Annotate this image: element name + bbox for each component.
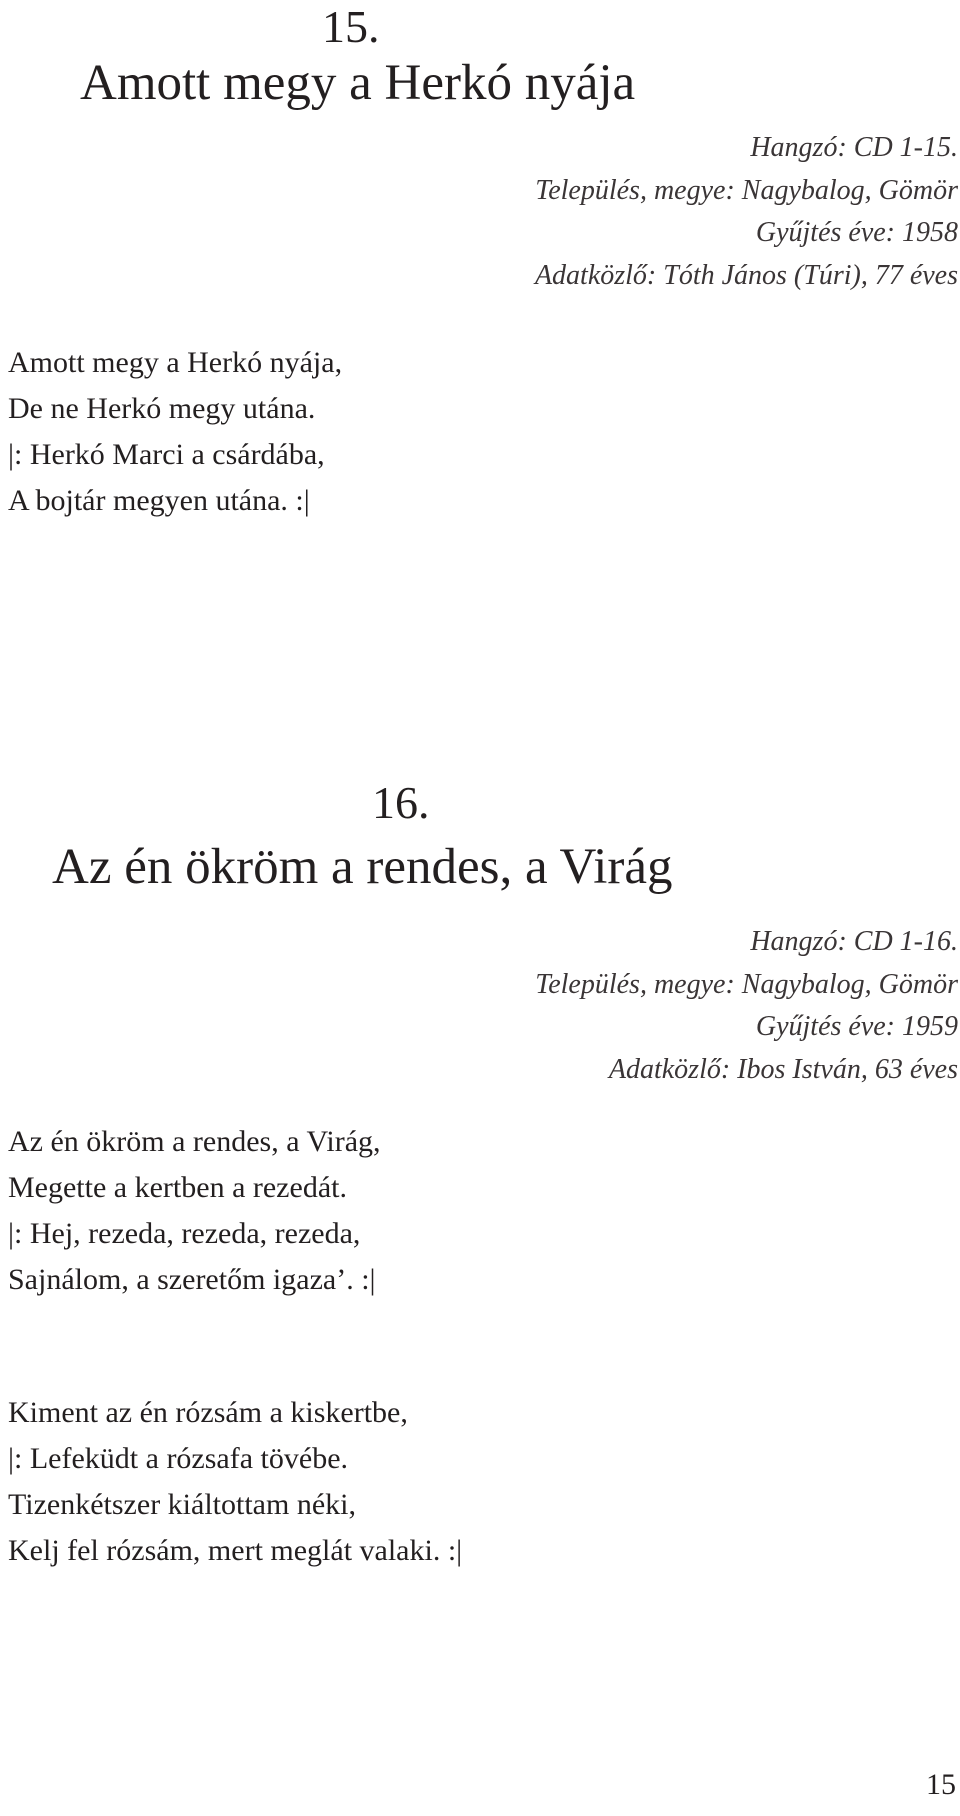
verse-line: Sajnálom, a szeretőm igaza’. :| [8, 1263, 376, 1296]
meta-informant: Adatközlő: Tóth János (Túri), 77 éves [534, 259, 958, 291]
meta-recording: Hangzó: CD 1-15. [750, 132, 958, 163]
song-title: Amott megy a Herkó nyája [80, 55, 636, 111]
song-number: 15. [322, 1, 380, 52]
song-metadata [535, 134, 958, 304]
verse-line: Amott megy a Herkó nyája, [8, 346, 343, 379]
meta-location: Település, megye: Nagybalog, Gömör [535, 174, 958, 206]
stanza [8, 1127, 381, 1311]
verse-line: Kelj fel rózsám, mert meglát valaki. :| [8, 1534, 463, 1567]
stanza [8, 348, 342, 532]
song-number: 16. [372, 777, 430, 828]
stanza [8, 1398, 462, 1582]
meta-informant: Adatközlő: Ibos István, 63 éves [608, 1053, 958, 1085]
verse-line: Az én ökröm a rendes, a Virág, [8, 1125, 381, 1158]
song-title: Az én ökröm a rendes, a Virág [52, 839, 673, 895]
verse-line: |: Herkó Marci a csárdába, [8, 438, 325, 471]
verse-line: De ne Herkó megy utána. [8, 392, 316, 425]
verse-line: Tizenkétszer kiáltottam néki, [8, 1488, 356, 1521]
song-metadata [535, 928, 958, 1098]
page-number: 15 [926, 1768, 956, 1801]
verse-line: A bojtár megyen utána. :| [8, 484, 310, 517]
meta-year: Gyűjtés éve: 1959 [755, 1011, 958, 1042]
verse-line: Kiment az én rózsám a kiskertbe, [8, 1396, 408, 1429]
verse-line: |: Hej, rezeda, rezeda, rezeda, [8, 1217, 361, 1250]
verse-line: Megette a kertben a rezedát. [8, 1171, 347, 1204]
meta-recording: Hangzó: CD 1-16. [750, 926, 958, 957]
verse-line: |: Lefeküdt a rózsafa tövébe. [8, 1442, 349, 1475]
meta-year: Gyűjtés éve: 1958 [755, 217, 958, 248]
meta-location: Település, megye: Nagybalog, Gömör [535, 968, 958, 1000]
